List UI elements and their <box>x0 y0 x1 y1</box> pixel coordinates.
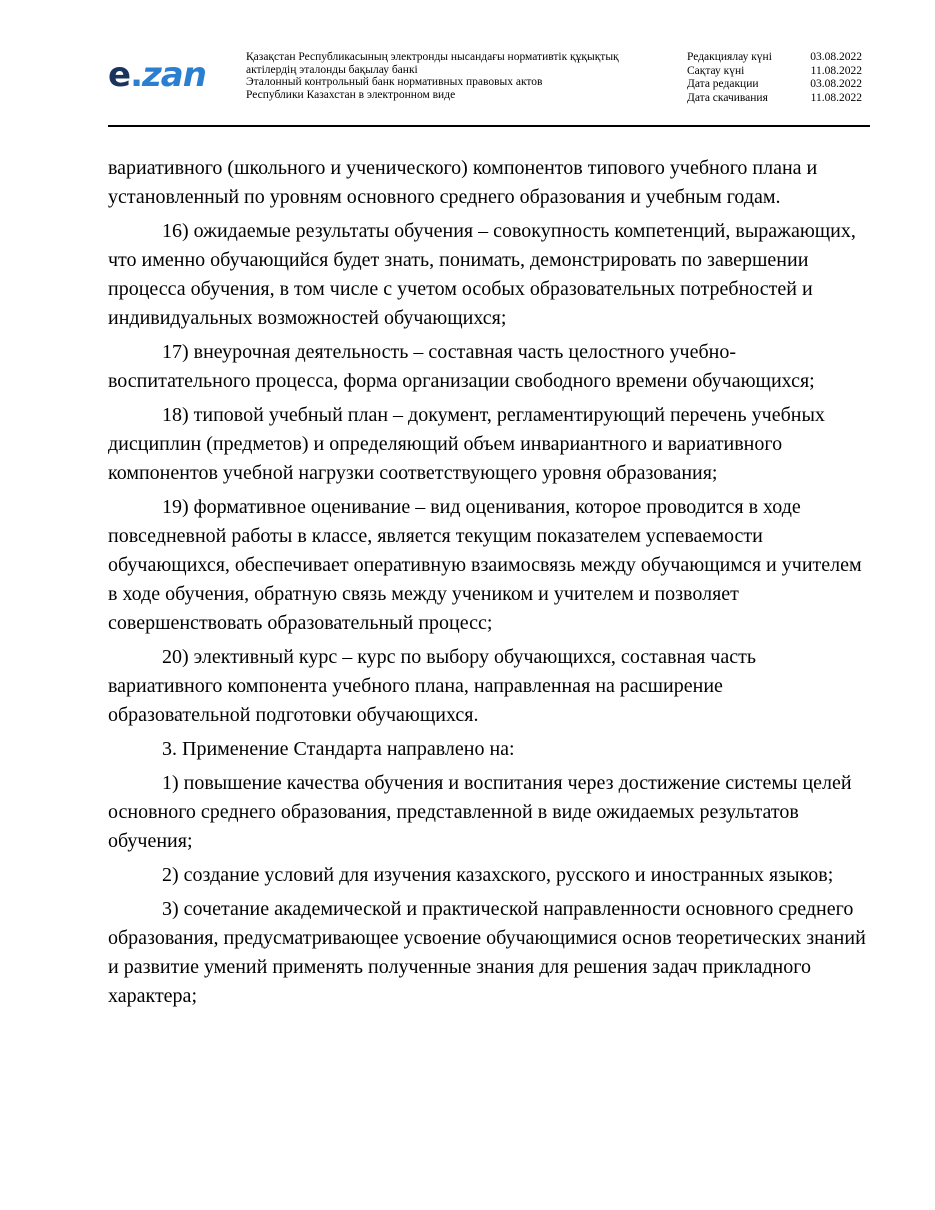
paragraph-item-20: 20) элективный курс – курс по выбору обучающихся, составная часть вариативного компонента учебного плана, направленная на расширение образовательной подготовки обучающихся. <box>108 646 756 726</box>
paragraph-section-3-item-2: 2) создание условий для изучения казахского, русского и иностранных языков; <box>162 864 834 886</box>
header-dates <box>687 51 862 105</box>
paragraph-continuation: вариативного (школьного и ученического) компонентов типового учебного плана и установленный по уровням основного среднего образования и учебным годам. <box>108 157 818 208</box>
header-divider <box>108 125 870 127</box>
document-header <box>0 0 935 130</box>
paragraph-item-17: 17) внеурочная деятельность – составная часть целостного учебно-воспитательного процесса, форма организации свободного времени обучающихся; <box>108 341 815 392</box>
paragraph-section-3-item-1: 1) повышение качества обучения и воспитания через достижение системы целей основного среднего образования, представленной в виде ожидаемых результатов обучения; <box>108 772 852 852</box>
meta-row-save-date-kz: Сақтау күні 11.08.2022 <box>687 64 862 77</box>
org-line-3: Эталонный контрольный банк нормативных правовых актов <box>246 76 543 88</box>
paragraph-item-18: 18) типовой учебный план – документ, регламентирующий перечень учебных дисциплин (предметов) и определяющий объем инвариантного и вариативного компонентов учебной нагрузки соответствующего уровня образования; <box>108 404 825 484</box>
meta-row-edit-date-kz: Редакциялау күні 03.08.2022 <box>687 51 862 63</box>
paragraph-section-3: 3. Применение Стандарта направлено на: <box>162 738 515 760</box>
paragraph-section-3-item-3: 3) сочетание академической и практической направленности основного среднего образования, предусматривающее усвоение обучающимися основ теоретических знаний и развитие умений применять полученные знания для решения задач прикладного характера; <box>108 898 866 1007</box>
header-organization-text <box>246 51 666 101</box>
document-body <box>108 154 868 1016</box>
meta-row-download-date-ru: Дата скачивания 11.08.2022 <box>687 91 862 104</box>
ezan-logo[interactable]: e.zan <box>108 55 206 95</box>
meta-row-edit-date-ru: Дата редакции 03.08.2022 <box>687 78 862 91</box>
org-line-4: Республики Казахстан в электронном виде <box>246 88 456 101</box>
paragraph-item-19: 19) формативное оценивание – вид оценивания, которое проводится в ходе повседневной работы в классе, является текущим показателем успеваемости обучающихся, обеспечивает оперативную взаимосвязь между обучающимся и учителем в ходе обучения, обратную связь между учеником и учителем и позволяет совершенствовать образовательный процесс; <box>108 496 862 634</box>
org-line-2: актілердің эталонды бақылау банкі <box>246 63 418 76</box>
org-line-1: Қазақстан Республикасының электронды нысандағы нормативтік құқықтық <box>246 51 619 63</box>
paragraph-item-16: 16) ожидаемые результаты обучения – совокупность компетенций, выражающих, что именно обучающийся будет знать, понимать, демонстрировать по завершении процесса обучения, в том числе с учетом особых образовательных потребностей и индивидуальных возможностей обучающихся; <box>108 220 856 329</box>
